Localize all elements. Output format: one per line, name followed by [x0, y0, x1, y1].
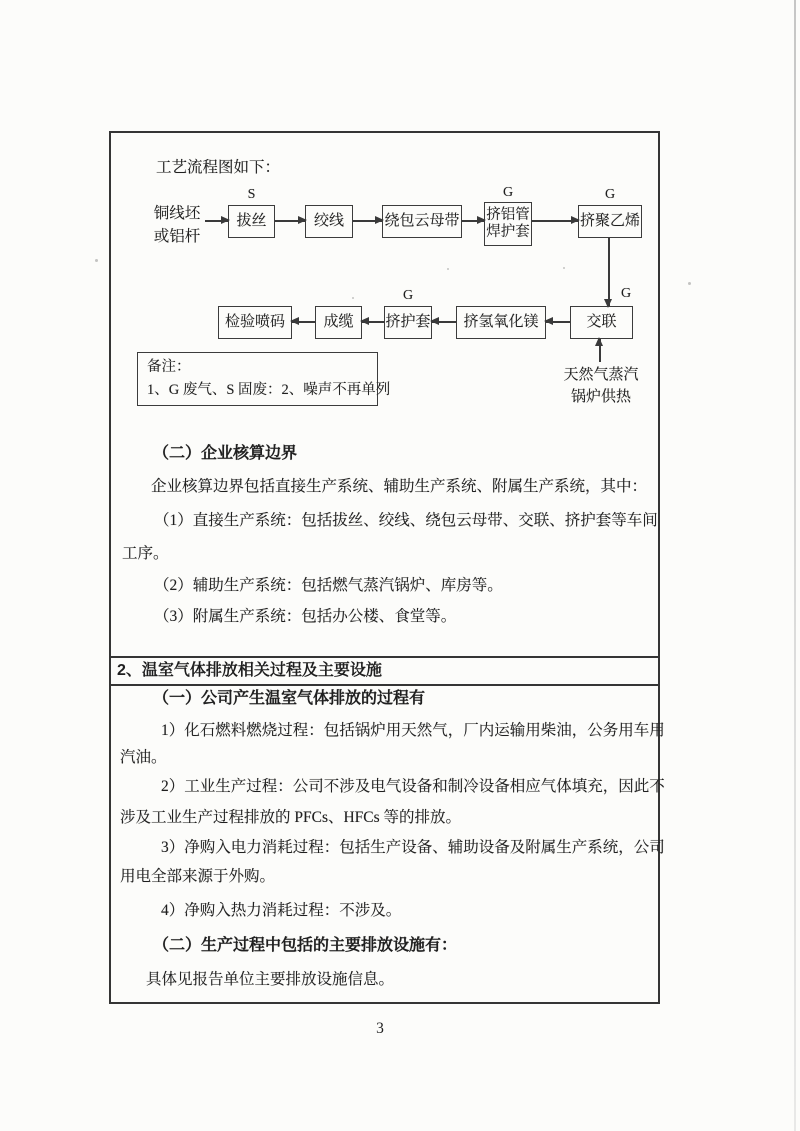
note-line2: 1、G 废气、S 固废：2、噪声不再单列	[147, 382, 391, 398]
section2-item2-line2: 涉及工业生产过程排放的 PFCs、HFCs 等的排放。	[120, 809, 462, 826]
flow-box-inspection-printing: 检验喷码	[218, 306, 292, 339]
section2-item3-line1: 3）净购入电力消耗过程：包括生产设备、辅助设备及附属生产系统，公司	[161, 839, 665, 856]
scan-speck	[563, 267, 565, 269]
boundary-item1-line2: 工序。	[122, 545, 169, 562]
flow-arrow-left-icon	[546, 321, 570, 323]
section2-item4: 4）净购入热力消耗过程：不涉及。	[161, 902, 402, 919]
flow-box-aluminum-sheath-line2: 焊护套	[486, 224, 530, 240]
flow-box-aluminum-sheath-line1: 挤铝管	[486, 207, 530, 223]
flow-arrow-right-icon	[353, 220, 382, 222]
flow-arrow-left-icon	[362, 321, 384, 323]
flow-box-drawing: 拔丝	[228, 205, 275, 238]
flow-arrow-left-icon	[292, 321, 315, 323]
section2-closing: 具体见报告单位主要排放设施信息。	[146, 971, 395, 988]
flow-source-label	[149, 202, 205, 248]
flow-arrow-up-icon	[599, 339, 601, 362]
section2-header-row: 2、温室气体排放相关过程及主要设施	[111, 656, 658, 686]
note-box	[137, 352, 391, 406]
flow-box-jacket-extrusion: 挤护套	[384, 306, 432, 339]
boundary-item2: （2）辅助生产系统：包括燃气蒸汽锅炉、库房等。	[154, 577, 503, 594]
waste-tag-g-jacket: G	[402, 288, 414, 303]
boundary-heading: （二）企业核算边界	[153, 445, 298, 462]
boundary-item1-line1: （1）直接生产系统：包括拔丝、绞线、绕包云母带、交联、挤护套等车间	[154, 512, 658, 529]
page-number: 3	[376, 1020, 384, 1037]
flow-box-polyethylene: 挤聚乙烯	[578, 205, 642, 238]
scan-speck	[352, 297, 354, 299]
flow-arrow-down-icon	[608, 238, 610, 306]
flow-diagram-title: 工艺流程图如下：	[156, 159, 281, 176]
flow-box-aluminum-sheath	[484, 202, 532, 246]
boiler-heat-line1: 天然气蒸汽	[563, 367, 639, 383]
flow-box-crosslinking: 交联	[570, 306, 633, 339]
section2-item2-line1: 2）工业生产过程：公司不涉及电气设备和制冷设备相应气体填充，因此不	[161, 778, 665, 795]
flow-box-cabling: 成缆	[315, 306, 362, 339]
boiler-heat-line2: 锅炉供热	[570, 389, 631, 405]
flow-source-line2: 或铝杆	[153, 228, 201, 245]
section2-sub1-heading: （一）公司产生温室气体排放的过程有	[153, 690, 426, 707]
section2-sub2-heading: （二）生产过程中包括的主要排放设施有：	[153, 937, 458, 954]
section2-item1-line2: 汽油。	[120, 749, 167, 766]
section2-item3-line2: 用电全部来源于外购。	[120, 868, 276, 885]
flow-source-line1: 铜线坯	[153, 205, 201, 222]
scan-edge-shadow	[794, 0, 796, 1131]
flow-arrow-right-icon	[462, 220, 484, 222]
waste-tag-g-aluminum: G	[502, 185, 514, 200]
boundary-intro: 企业核算边界包括直接生产系统、辅助生产系统、附属生产系统，其中：	[151, 478, 648, 495]
flow-arrow-left-icon	[432, 321, 456, 323]
waste-tag-g-crosslink: G	[620, 286, 632, 301]
flow-arrow-right-icon	[275, 220, 305, 222]
scan-speck	[688, 282, 691, 285]
note-line1: 备注：	[147, 359, 191, 375]
scan-speck	[447, 268, 449, 270]
flow-arrow-right-icon	[532, 220, 578, 222]
boiler-heat-label	[559, 364, 643, 408]
boundary-item3: （3）附属生产系统：包括办公楼、食堂等。	[154, 608, 457, 625]
flow-arrow-right-icon	[205, 220, 228, 222]
flow-box-magnesium-hydroxide: 挤氢氧化镁	[456, 306, 546, 339]
flow-box-mica-taping: 绕包云母带	[382, 205, 462, 238]
waste-tag-g-polyethylene: G	[604, 187, 616, 202]
section2-item1-line1: 1）化石燃料燃烧过程：包括锅炉用天然气，厂内运输用柴油，公务用车用	[161, 722, 665, 739]
flow-box-stranding: 绞线	[305, 205, 353, 238]
document-outer-frame	[109, 131, 665, 1004]
scan-speck	[95, 259, 98, 262]
waste-tag-s: S	[247, 187, 256, 202]
